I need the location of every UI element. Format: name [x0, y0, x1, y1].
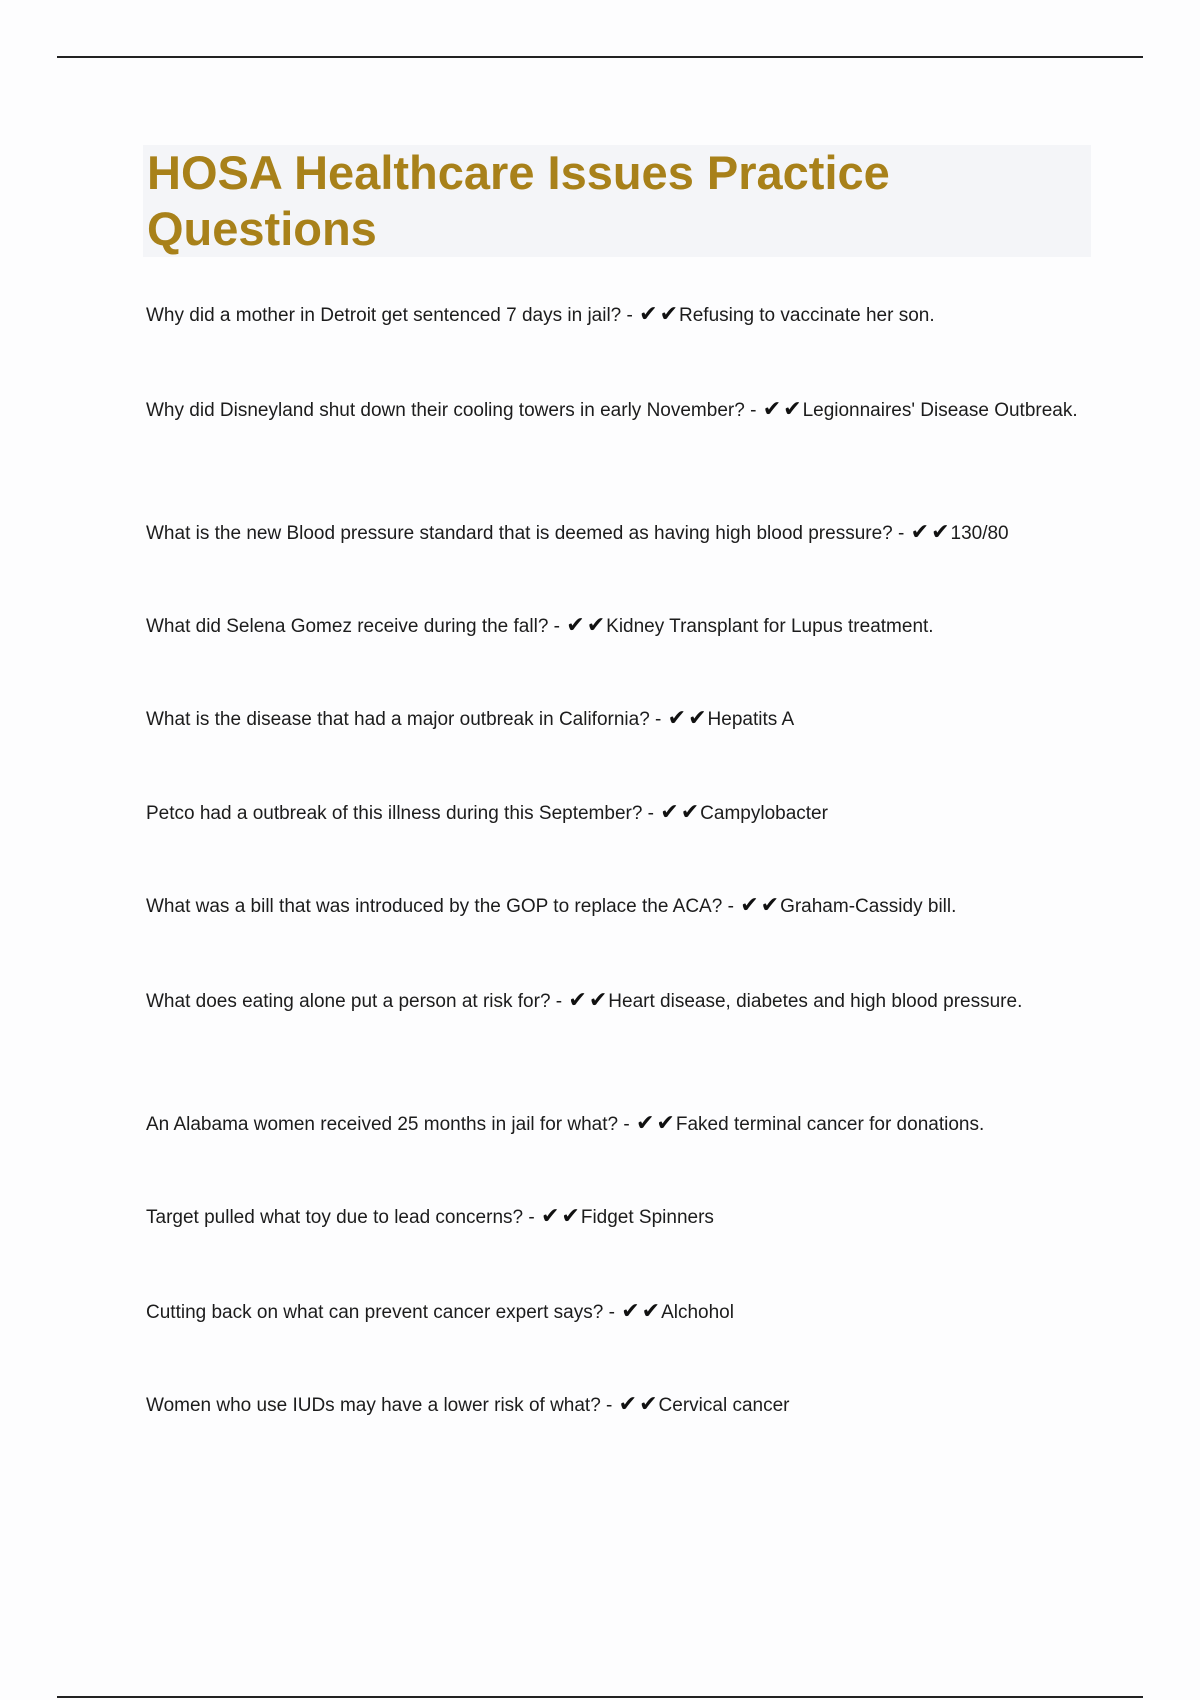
check-mark-icon: ✔ [688, 706, 707, 731]
question-text: Why did a mother in Detroit get sentenced 7 days in jail? - [146, 305, 633, 326]
qa-item [146, 520, 1088, 548]
check-mark-icon: ✔ [568, 988, 587, 1013]
question-text: An Alabama women received 25 months in jail for what? - [146, 1114, 630, 1135]
question-text: Women who use IUDs may have a lower risk of what? - [146, 1395, 613, 1416]
check-mark-icon: ✔ [635, 1111, 655, 1136]
answer-text: Faked terminal cancer for donations. [675, 1114, 985, 1135]
question-text: What is the disease that had a major outbreak in California? - [146, 709, 662, 730]
question-text: Why did Disneyland shut down their cooling towers in early November? - [146, 400, 757, 421]
question-text: Petco had a outbreak of this illness during this September? - [146, 803, 655, 824]
document-title: HOSA Healthcare Issues Practice Questions [147, 146, 890, 255]
qa-item [146, 613, 1088, 641]
check-mark-icon: ✔ [588, 988, 608, 1013]
question-text: Target pulled what toy due to lead concerns? - [146, 1207, 535, 1228]
answer-text: Alchohol [661, 1302, 734, 1323]
qa-item [146, 397, 1088, 425]
question-text: What did Selena Gomez receive during the fall? - [146, 616, 560, 637]
answer-text: Refusing to vaccinate her son. [679, 305, 935, 326]
check-mark-icon: ✔ [540, 1204, 560, 1229]
question-text: What was a bill that was introduced by the GOP to replace the ACA? - [146, 896, 734, 917]
qa-item [146, 1204, 1088, 1232]
check-mark-icon: ✔ [656, 1111, 675, 1136]
qa-item [146, 706, 1088, 734]
qa-item [146, 1299, 1088, 1327]
qa-item [146, 302, 1088, 330]
check-mark-icon: ✔ [621, 1299, 640, 1324]
answer-text: Hepatits A [707, 709, 795, 730]
check-mark-icon: ✔ [659, 302, 679, 327]
check-mark-icon: ✔ [660, 800, 679, 825]
check-mark-icon: ✔ [586, 613, 606, 638]
answer-text: Campylobacter [700, 803, 828, 824]
check-mark-icon: ✔ [667, 706, 687, 731]
check-mark-icon: ✔ [566, 613, 585, 638]
bottom-rule [57, 1696, 1143, 1698]
question-text: What does eating alone put a person at risk for? - [146, 991, 563, 1012]
check-mark-icon: ✔ [740, 893, 759, 918]
check-mark-icon: ✔ [931, 520, 950, 545]
qa-item [146, 800, 1088, 828]
title-box [143, 145, 1091, 257]
qa-item [146, 893, 1088, 921]
check-mark-icon: ✔ [641, 1299, 661, 1324]
check-mark-icon: ✔ [783, 397, 802, 422]
answer-text: Kidney Transplant for Lupus treatment. [606, 616, 934, 637]
question-text: Cutting back on what can prevent cancer expert says? - [146, 1302, 615, 1323]
check-mark-icon: ✔ [760, 893, 780, 918]
qa-item [146, 1392, 1088, 1420]
check-mark-icon: ✔ [639, 302, 658, 327]
answer-text: Legionnaires' Disease Outbreak. [802, 400, 1078, 421]
check-mark-icon: ✔ [762, 397, 782, 422]
qa-item [146, 1111, 1088, 1139]
check-mark-icon: ✔ [639, 1392, 658, 1417]
check-mark-icon: ✔ [910, 520, 930, 545]
check-mark-icon: ✔ [618, 1392, 638, 1417]
answer-text: Cervical cancer [658, 1395, 790, 1416]
answer-text: Heart disease, diabetes and high blood pressure. [608, 991, 1023, 1012]
answer-text: Fidget Spinners [580, 1207, 714, 1228]
answer-text: Graham-Cassidy bill. [780, 896, 957, 917]
check-mark-icon: ✔ [680, 800, 700, 825]
qa-item [146, 988, 1088, 1016]
check-mark-icon: ✔ [561, 1204, 580, 1229]
top-rule [57, 56, 1143, 58]
question-text: What is the new Blood pressure standard that is deemed as having high blood pressure? - [146, 523, 905, 544]
answer-text: 130/80 [950, 523, 1009, 544]
